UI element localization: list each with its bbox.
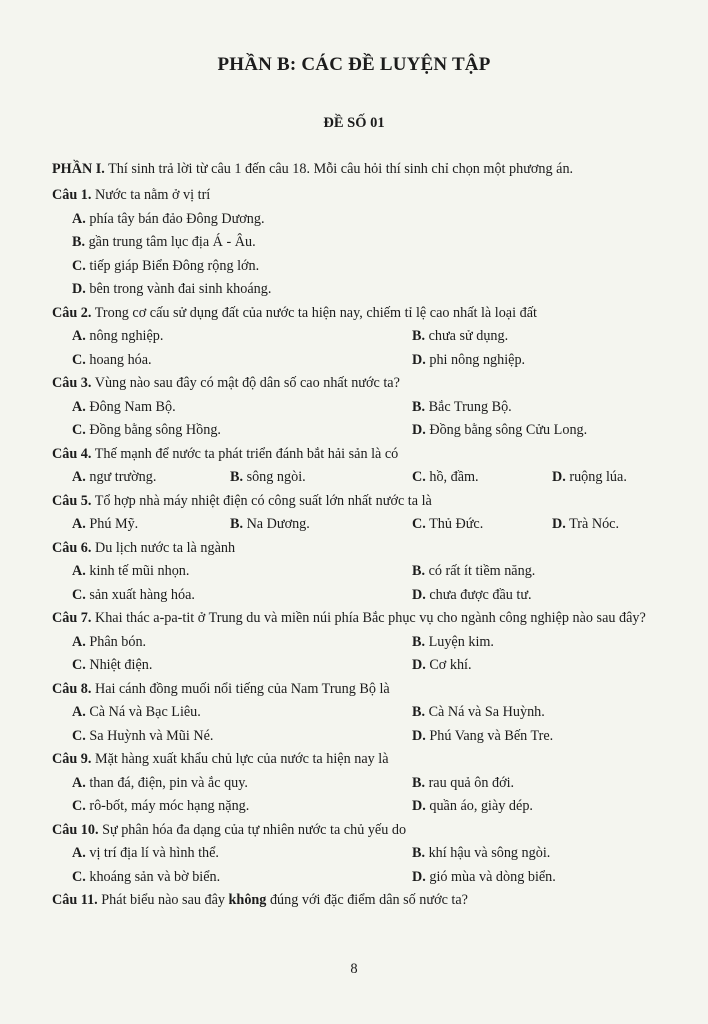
option-letter: B. [230, 516, 244, 532]
options-row [52, 584, 662, 608]
options-row [52, 231, 662, 255]
answer-option [72, 255, 259, 279]
option-letter: B. [412, 398, 426, 415]
options-row [52, 255, 662, 279]
option-text: phía tây bán đảo Đông Dương. [85, 210, 265, 227]
option-text: sản xuất hàng hóa. [85, 586, 195, 603]
option-text: tiếp giáp Biển Đông rộng lớn. [85, 257, 260, 274]
part-label: PHẦN I. [52, 161, 105, 177]
question-label: Câu 3. [52, 375, 92, 391]
answer-option [412, 631, 494, 655]
question-label: Câu 4. [52, 445, 92, 462]
answer-option [412, 701, 545, 725]
answer-option [72, 795, 249, 819]
question-label: Câu 11. [52, 892, 98, 908]
option-letter: C. [72, 727, 86, 744]
options-row [52, 654, 662, 678]
option-text: Phân bón. [85, 633, 147, 650]
question-text: Hai cánh đồng muối nổi tiếng của Nam Trung Bộ là [91, 680, 390, 697]
option-text: Đông Nam Bộ. [85, 398, 176, 415]
answer-option [72, 701, 201, 725]
option-letter: B. [412, 633, 426, 650]
question [52, 302, 662, 326]
question [52, 819, 662, 843]
answer-option [72, 208, 265, 232]
options-row [52, 466, 662, 490]
question-text: Du lịch nước ta là ngành [91, 539, 236, 556]
answer-option [552, 513, 619, 537]
option-letter: A. [72, 774, 86, 791]
part-text: Thí sinh trả lời từ câu 1 đến câu 18. Mỗi câu hỏi thí sinh chỉ chọn một phương án. [104, 161, 574, 177]
option-text: có rất ít tiềm năng. [425, 563, 536, 579]
option-text: Phú Vang và Bến Tre. [425, 727, 554, 744]
options-row [52, 325, 662, 349]
option-text: chưa sử dụng. [425, 328, 509, 344]
option-text: Trà Nóc. [565, 516, 620, 532]
question [52, 607, 662, 631]
option-letter: D. [552, 516, 566, 532]
option-letter: D. [412, 868, 426, 885]
answer-option [72, 631, 146, 655]
question-label: Câu 10. [52, 821, 99, 838]
page-number: 8 [350, 961, 358, 977]
option-text: ngư trường. [85, 469, 157, 485]
option-text: bên trong vành đai sinh khoáng. [85, 281, 272, 297]
option-text: phi nông nghiệp. [425, 351, 526, 368]
options-row [52, 772, 662, 796]
question [52, 678, 662, 702]
option-text: Thủ Đức. [425, 516, 484, 532]
options-row [52, 349, 662, 373]
question [52, 748, 662, 772]
option-letter: B. [412, 845, 426, 861]
options-row [52, 396, 662, 420]
answer-option [72, 419, 221, 443]
option-letter: D. [412, 351, 426, 368]
page-title: PHẦN B: CÁC ĐỀ LUYỆN TẬP [217, 54, 491, 75]
question-text: Tổ hợp nhà máy nhiệt điện có công suất lớn nhất nước ta là [91, 492, 432, 509]
options-row [52, 725, 662, 749]
option-letter: A. [72, 469, 86, 485]
option-letter: C. [72, 868, 86, 885]
option-letter: B. [412, 563, 426, 579]
option-letter: A. [72, 516, 86, 532]
answer-option [412, 560, 535, 584]
answer-option [412, 513, 483, 537]
part-instruction [52, 161, 573, 178]
option-letter: A. [72, 845, 86, 861]
question [52, 889, 662, 913]
option-text: Na Dương. [243, 516, 310, 532]
option-letter: B. [72, 234, 86, 250]
question-text: Thế mạnh để nước ta phát triển đánh bắt hải sản là có [91, 445, 399, 462]
options-row [52, 842, 662, 866]
question-text: Nước ta nằm ở vị trí [91, 187, 211, 203]
option-text: khoáng sản và bờ biển. [85, 868, 221, 885]
question-list [52, 184, 662, 913]
option-letter: B. [412, 704, 426, 720]
option-letter: D. [412, 798, 426, 814]
option-text: rô-bốt, máy móc hạng nặng. [85, 798, 250, 814]
question [52, 184, 662, 208]
option-text: Bắc Trung Bộ. [425, 398, 512, 415]
question [52, 490, 662, 514]
option-text: Cà Ná và Bạc Liêu. [85, 704, 201, 720]
option-letter: C. [72, 586, 86, 603]
answer-option [230, 466, 306, 490]
option-letter: B. [412, 774, 426, 791]
option-letter: D. [72, 281, 86, 297]
option-text: sông ngòi. [243, 469, 306, 485]
option-text: gần trung tâm lục địa Á - Âu. [85, 234, 256, 250]
option-letter: A. [72, 328, 86, 344]
option-letter: C. [412, 469, 426, 485]
answer-option [412, 654, 472, 678]
question-text: đúng với đặc điểm dân số nước ta? [266, 892, 468, 908]
answer-option [412, 584, 532, 608]
options-row [52, 419, 662, 443]
answer-option [412, 349, 525, 373]
option-text: nông nghiệp. [85, 328, 164, 344]
option-text: Luyện kim. [425, 633, 494, 650]
option-letter: C. [412, 516, 426, 532]
answer-option [72, 654, 152, 678]
question-text: Khai thác a-pa-tit ở Trung du và miền núi phía Bắc phục vụ cho ngành công nghiệp nào sau đây? [91, 610, 646, 626]
options-row [52, 866, 662, 890]
option-text: rau quả ôn đới. [425, 774, 515, 791]
option-text: Phú Mỹ. [85, 516, 139, 532]
answer-option [72, 325, 163, 349]
options-row [52, 278, 662, 302]
option-letter: A. [72, 210, 86, 227]
answer-option [412, 419, 587, 443]
answer-option [72, 772, 248, 796]
option-text: Đồng bằng sông Cửu Long. [425, 422, 588, 438]
answer-option [552, 466, 627, 490]
option-letter: C. [72, 257, 86, 274]
answer-option [72, 842, 219, 866]
answer-option [412, 866, 556, 890]
question-label: Câu 8. [52, 680, 92, 697]
question [52, 537, 662, 561]
options-row [52, 795, 662, 819]
question-label: Câu 9. [52, 751, 92, 767]
answer-option [72, 349, 152, 373]
option-letter: C. [72, 798, 86, 814]
question [52, 443, 662, 467]
option-text: Cà Ná và Sa Huỳnh. [425, 704, 545, 720]
question-emphasis: không [228, 892, 267, 908]
option-letter: D. [412, 586, 426, 603]
answer-option [72, 584, 195, 608]
answer-option [72, 278, 271, 302]
options-row [52, 208, 662, 232]
option-letter: A. [72, 563, 86, 579]
options-row [52, 560, 662, 584]
option-text: hoang hóa. [85, 351, 152, 368]
question-text: Trong cơ cấu sử dụng đất của nước ta hiện nay, chiếm tỉ lệ cao nhất là loại đất [91, 304, 537, 321]
answer-option [72, 560, 189, 584]
option-text: Đồng bằng sông Hồng. [85, 422, 221, 438]
option-letter: B. [230, 469, 244, 485]
option-letter: D. [412, 657, 426, 673]
answer-option [412, 772, 514, 796]
question-text: Phát biểu nào sau đây [97, 892, 229, 908]
question-text: Sự phân hóa đa dạng của tự nhiên nước ta chủ yếu do [98, 821, 407, 838]
answer-option [230, 513, 310, 537]
option-text: kinh tế mũi nhọn. [85, 563, 190, 579]
question-text: Mặt hàng xuất khẩu chủ lực của nước ta hiện nay là [91, 751, 389, 767]
answer-option [412, 325, 508, 349]
option-text: Nhiệt điện. [85, 657, 153, 673]
option-letter: D. [412, 422, 426, 438]
option-letter: C. [72, 422, 86, 438]
option-text: Sa Huỳnh và Mũi Né. [85, 727, 214, 744]
answer-option [412, 396, 512, 420]
option-text: hồ, đầm. [425, 469, 479, 485]
option-letter: B. [412, 328, 426, 344]
options-row [52, 701, 662, 725]
option-text: quần áo, giày dép. [425, 798, 533, 814]
answer-option [72, 466, 156, 490]
answer-option [72, 513, 138, 537]
answer-option [72, 231, 256, 255]
option-letter: A. [72, 704, 86, 720]
question-label: Câu 6. [52, 539, 92, 556]
answer-option [412, 842, 550, 866]
option-letter: A. [72, 398, 86, 415]
option-letter: D. [552, 469, 566, 485]
option-letter: A. [72, 633, 86, 650]
option-text: vị trí địa lí và hình thể. [85, 845, 219, 861]
answer-option [72, 396, 176, 420]
option-text: khí hậu và sông ngòi. [425, 845, 551, 861]
answer-option [412, 466, 479, 490]
question-label: Câu 5. [52, 492, 92, 509]
question-text: Vùng nào sau đây có mật độ dân số cao nhất nước ta? [91, 375, 400, 391]
options-row [52, 631, 662, 655]
option-letter: C. [72, 657, 86, 673]
option-text: Cơ khí. [425, 657, 472, 673]
question-label: Câu 7. [52, 610, 92, 626]
answer-option [72, 725, 213, 749]
option-text: than đá, điện, pin và ắc quy. [85, 774, 248, 791]
option-text: chưa được đầu tư. [425, 586, 532, 603]
options-row [52, 513, 662, 537]
option-letter: D. [412, 727, 426, 744]
question-label: Câu 2. [52, 304, 92, 321]
option-letter: C. [72, 351, 86, 368]
question [52, 372, 662, 396]
answer-option [412, 795, 533, 819]
answer-option [72, 866, 220, 890]
answer-option [412, 725, 553, 749]
exam-subtitle: ĐỀ SỐ 01 [323, 115, 385, 131]
option-text: gió mùa và dòng biển. [425, 868, 556, 885]
option-text: ruộng lúa. [565, 469, 627, 485]
question-label: Câu 1. [52, 187, 92, 203]
